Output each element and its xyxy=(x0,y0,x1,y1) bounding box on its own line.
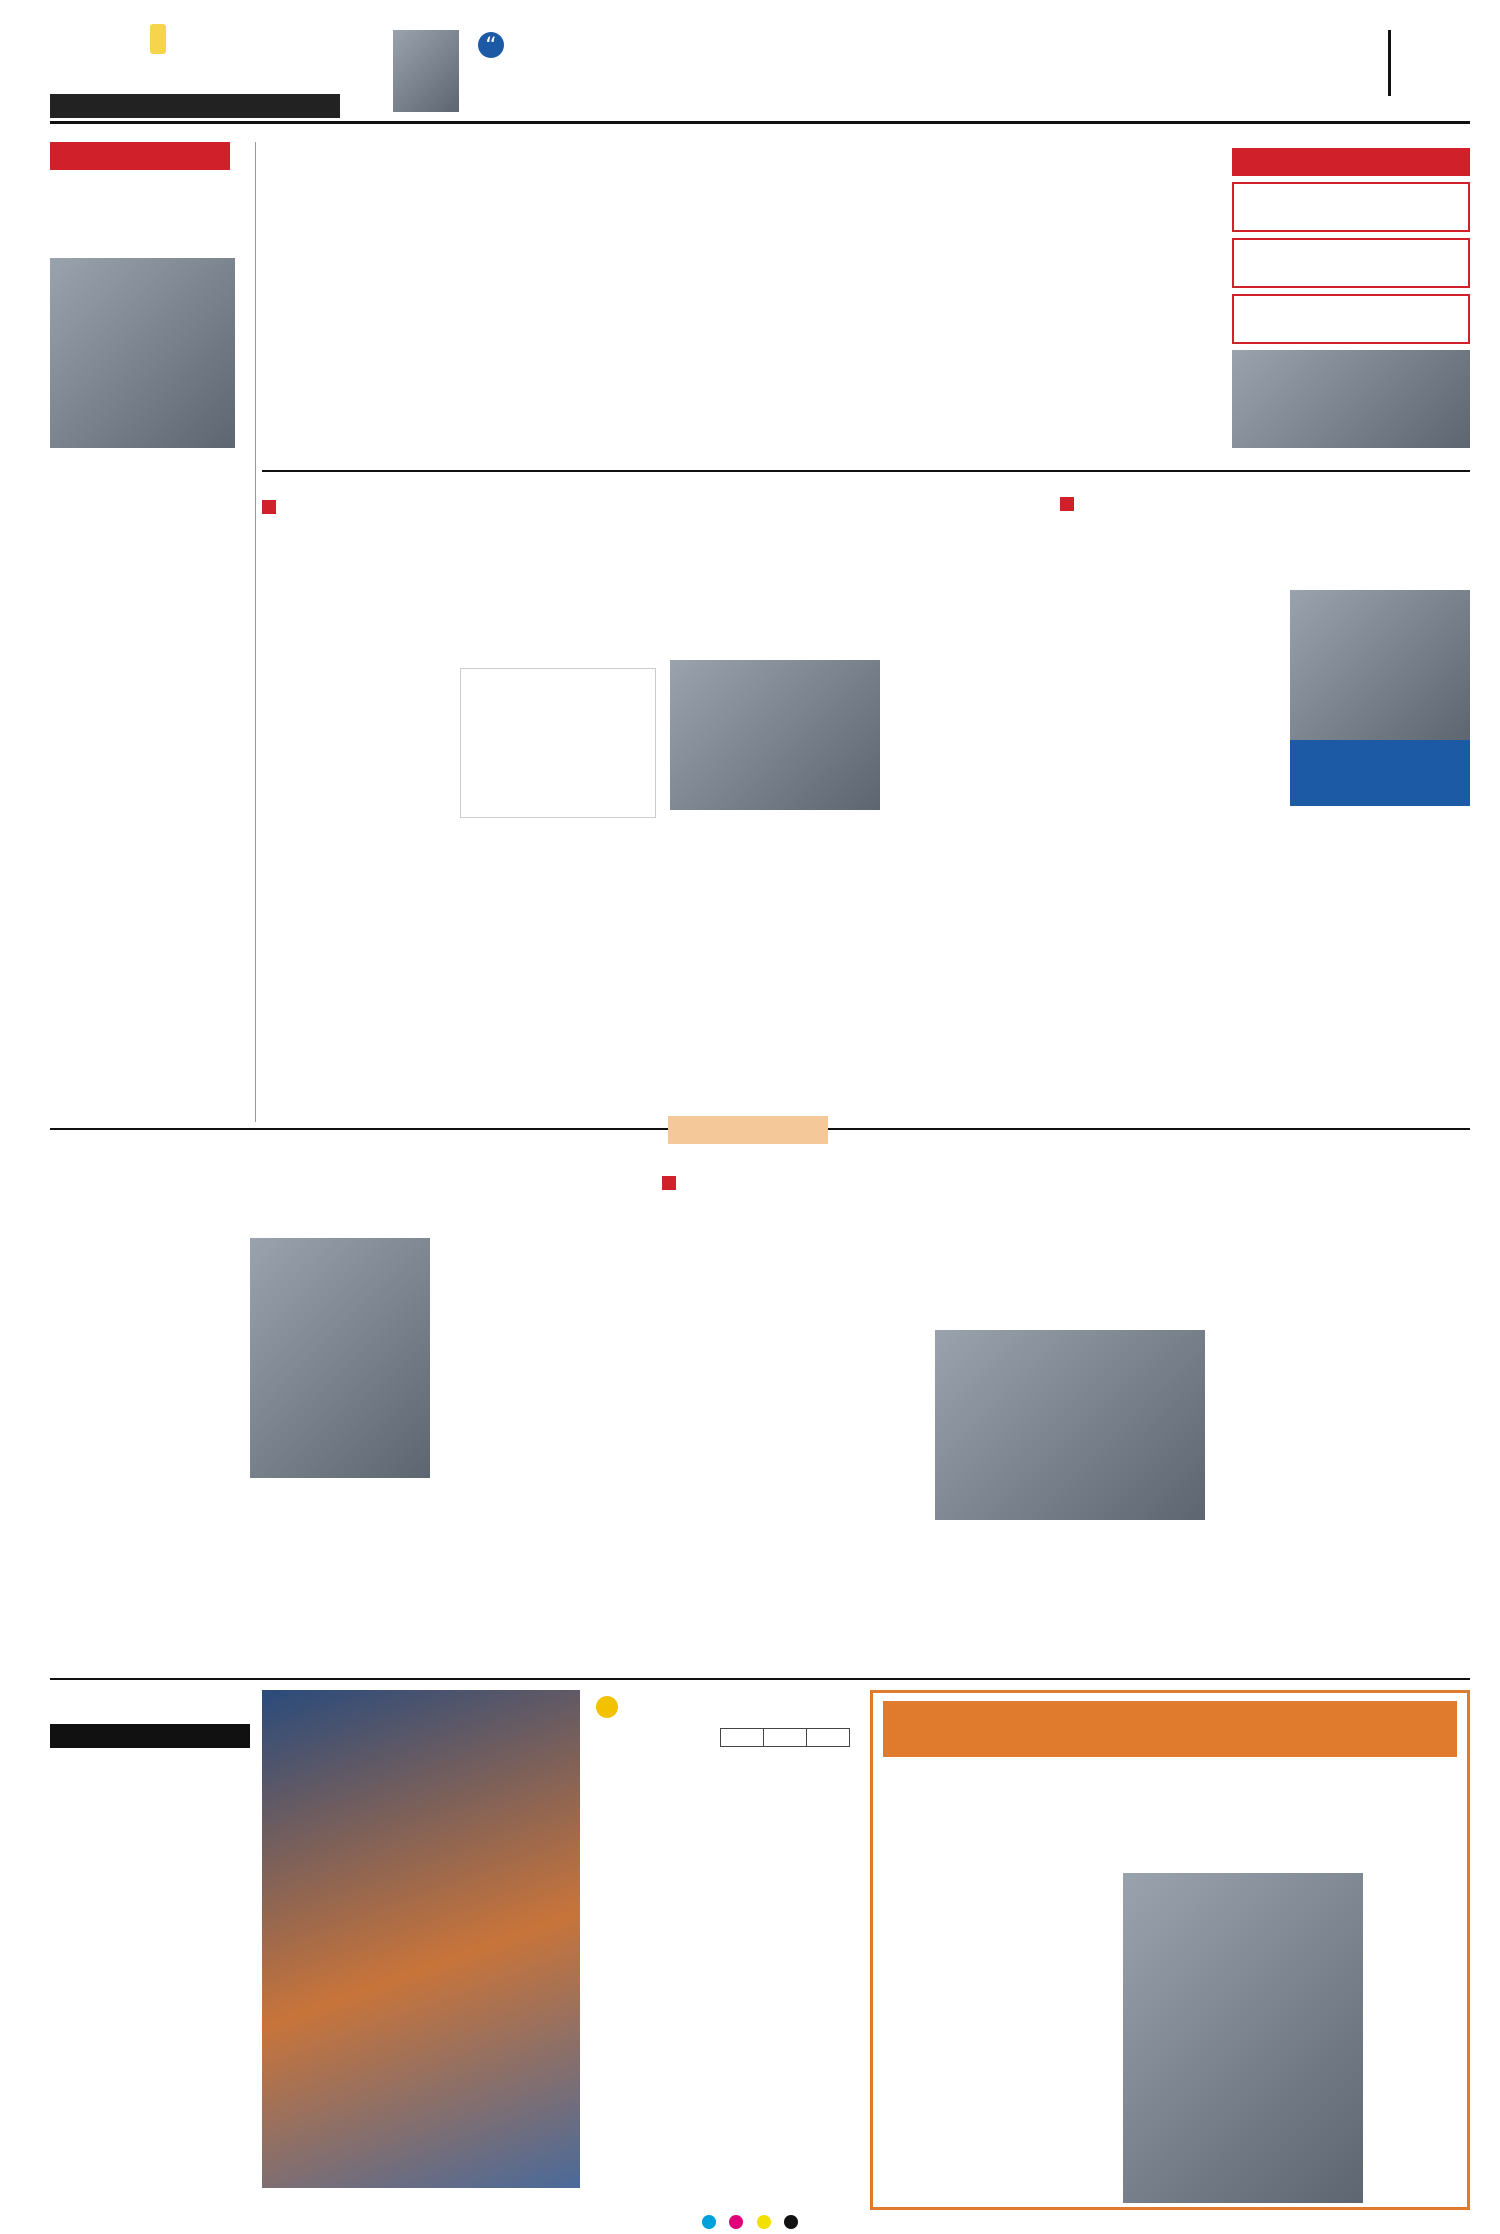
cyan-mark-icon xyxy=(702,2215,716,2229)
metoo-point xyxy=(467,721,651,761)
section-title xyxy=(910,28,1380,98)
masthead-rule xyxy=(50,121,1470,124)
sridevi-headline xyxy=(883,1701,1457,1757)
metoo-points-box xyxy=(460,668,656,818)
weather-title xyxy=(596,1692,850,1722)
section-divider xyxy=(1388,30,1391,96)
history-body xyxy=(50,1756,250,2196)
red-square-bullet-icon xyxy=(662,1176,676,1190)
sun-cloud-icon xyxy=(596,1696,618,1718)
face-recognition-photo xyxy=(250,1238,430,1478)
metoo-photo xyxy=(670,660,880,810)
weather-table xyxy=(720,1728,850,2160)
weather-body xyxy=(596,1726,714,2156)
actress-photo xyxy=(1123,1873,1363,2203)
masthead-quote-author xyxy=(600,94,830,110)
brief-headline xyxy=(50,178,235,250)
weather-table-footer xyxy=(720,2164,850,2182)
inequality-headline xyxy=(662,1202,1470,1312)
court-box-item xyxy=(1232,238,1470,288)
brief-body xyxy=(50,462,245,837)
metoo-point xyxy=(467,675,651,715)
black-mark-icon xyxy=(784,2215,798,2229)
raid-headline xyxy=(1060,522,1470,580)
lead-headline xyxy=(262,150,1212,240)
raid-photo xyxy=(1290,590,1470,740)
logo-ribbon-icon xyxy=(150,24,166,54)
history-title xyxy=(50,1724,250,1748)
magenta-mark-icon xyxy=(729,2215,743,2229)
table-header xyxy=(721,1729,764,1747)
pm-portrait xyxy=(393,30,459,112)
newspaper-logo-subtitle xyxy=(150,72,270,86)
masthead xyxy=(0,0,1500,125)
table-header xyxy=(764,1729,807,1747)
footer-page-ref xyxy=(1400,2214,1470,2232)
faces-headline xyxy=(50,1160,650,1240)
red-square-bullet-icon xyxy=(1060,497,1074,511)
dateline-bar xyxy=(50,94,340,118)
strip-label xyxy=(668,1116,828,1144)
court-box xyxy=(1232,148,1470,448)
satellite-caption xyxy=(262,2190,580,2210)
brief-tag xyxy=(50,142,230,170)
temperature-table xyxy=(720,1728,850,1747)
page-footer xyxy=(0,2212,1500,2234)
section-rule xyxy=(262,470,1470,472)
sridevi-box xyxy=(870,1690,1470,2210)
satellite-photo xyxy=(262,1690,580,2188)
metoo-headline xyxy=(262,530,1042,640)
supreme-court-photo xyxy=(1232,350,1470,448)
masthead-quote xyxy=(512,28,832,94)
lead-body-columns xyxy=(262,244,1222,462)
brief-body-2 xyxy=(50,890,245,1120)
registration-marks xyxy=(300,2214,1200,2232)
table-header xyxy=(807,1729,850,1747)
metoo-point xyxy=(467,767,651,811)
quote-icon: “ xyxy=(478,32,504,58)
brief-headline-2 xyxy=(50,846,245,882)
history-tag xyxy=(50,1692,250,1722)
metoo-kicker xyxy=(262,486,1042,526)
section-rule xyxy=(50,1678,1470,1680)
brief-portrait-photo xyxy=(50,258,235,448)
column-divider xyxy=(255,142,256,1122)
red-square-bullet-icon xyxy=(262,500,276,514)
court-box-title xyxy=(1232,148,1470,176)
street-scene-photo xyxy=(935,1330,1205,1520)
newspaper-logo xyxy=(80,14,350,74)
court-box-item xyxy=(1232,182,1470,232)
raid-photo-caption xyxy=(1290,740,1470,806)
yellow-mark-icon xyxy=(757,2215,771,2229)
raid-kicker xyxy=(1060,486,1470,522)
court-box-item xyxy=(1232,294,1470,344)
inequality-kicker xyxy=(662,1162,1470,1202)
raid-body-columns xyxy=(1060,584,1280,1104)
page-number xyxy=(1398,28,1478,98)
